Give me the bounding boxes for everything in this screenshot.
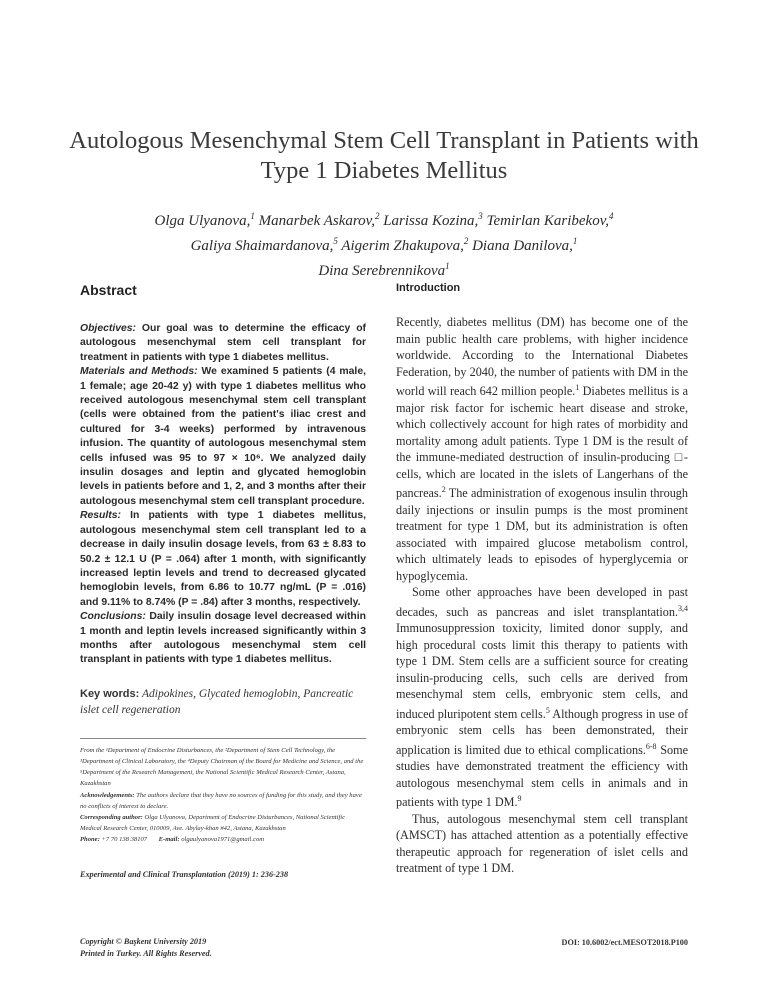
intro-paragraph: Thus, autologous mesenchymal stem cell transplant (AMSCT) has attached attention as a potentially effective therapeutic approach for regeneration of islet cells and treatment of type 1 DM. bbox=[396, 811, 688, 876]
abstract-methods: Materials and Methods: We examined 5 patients (4 male, 1 female; age 20-42 y) with type 1 diabetes mellitus who received autologous mesenchymal stem cell transplant (cells were obtained from the patient's iliac crest and cultured for 3-4 weeks) performed by intravenous infusion. The quantity of autologous mesenchymal stem cells infused was 95 to 97 × 10⁶. We analyzed daily insulin dosages and leptin and glycated hemoglobin levels in patients before and 1, 2, and 3 months after their autologous mesenchymal stem cell transplant procedure. bbox=[80, 366, 366, 507]
journal-reference: Experimental and Clinical Transplantation (2019) 1: 236-238 bbox=[80, 870, 289, 879]
acknowledgements: Acknowledgements: The authors declare that they have no sources of funding for this study, and they have no conflicts of interest to declare. bbox=[80, 791, 362, 810]
contact-info: Phone: +7 70 138 38107 E-mail: olgaulyanova1971@gmail.com bbox=[80, 836, 265, 844]
paper-title: Autologous Mesenchymal Stem Cell Transplant in Patients with Type 1 Diabetes Mellitus bbox=[69, 127, 699, 184]
intro-paragraph: Recently, diabetes mellitus (DM) has become one of the main public health care problems, with higher incidence worldwide. According to the International Diabetes Federation, by 2040, the number of patients with DM in the world will reach 642 million people.$^1$ Diabetes mellitus is a major risk factor for ischemic heart disease and stroke, which collectively account for high rates of morbidity and mortality among adult patients. Type 1 DM is the result of the immune-mediated destruction of insulin-producing □-cells, which are located in the islets of Langerhans of the pancreas.$^2$ The administration of exogenous insulin through daily injections or insulin pumps is the most prominent treatment for type 1 DM, but its administration is often associated with impaired glucose metabolism control, which ultimately leads to episodes of hyperglycemia or hypoglycemia. bbox=[396, 315, 688, 583]
abstract-objectives: Objectives: Our goal was to determine the efficacy of autologous mesenchymal stem cell transplant for treatment in patients with type 1 diabetes mellitus. bbox=[80, 323, 366, 363]
right-column bbox=[396, 282, 688, 877]
author: Diana Danilova,$^1$ bbox=[472, 236, 578, 254]
author: Olga Ulyanova,$^1$ bbox=[154, 211, 255, 229]
author: Galiya Shaimardanova,$^5$ bbox=[190, 236, 338, 254]
author: Manarbek Askarov,$^2$ bbox=[258, 211, 380, 229]
author-list bbox=[80, 206, 688, 281]
introduction-body bbox=[396, 314, 688, 877]
affiliations bbox=[80, 745, 366, 846]
introduction-heading: Introduction bbox=[396, 282, 461, 294]
abstract-results: Results: In patients with type 1 diabetes mellitus, autologous mesenchymal stem cell transplant led to a decrease in daily insulin dosage levels, from 63 ± 8.83 to 50.2 ± 12.1 U (P = .064) after 1 month, with significantly increased leptin levels and trend to decreased glycated hemoglobin levels, from 6.86 to 10.77 ng/mL (P = .016) and 9.11% to 8.74% (P = .84) after 3 months, respectively. bbox=[80, 510, 367, 608]
corresponding-author: Corresponding author: Olga Ulyanova, Department of Endocrine Disturbances, National Scientific Medical Research Center, 010009, Ave. Abylay-khan #42, Astana, Kazakhstan bbox=[80, 813, 346, 833]
author: Larissa Kozina,$^3$ bbox=[383, 211, 483, 229]
copyright: Copyright © Başkent University 2019 Printed in Turkey. All Rights Reserved. bbox=[80, 937, 212, 958]
abstract-body bbox=[80, 322, 366, 668]
affiliation-divider bbox=[80, 738, 366, 739]
keywords: Key words: Adipokines, Glycated hemoglobin, Pancreatic islet cell regeneration bbox=[80, 687, 354, 716]
author: Aigerim Zhakupova,$^2$ bbox=[341, 236, 469, 254]
author: Temirlan Karibekov,$^4$ bbox=[486, 211, 614, 229]
intro-paragraph: Some other approaches have been developed in past decades, such as pancreas and islet transplantation.$^{3,4}$ Immunosuppression toxicity, limited donor supply, and high procedural costs limit this therapy to patients with type 1 DM. Stem cells are a sufficient source for creating insulin-producing cells, such cells are derived from mesenchymal stem cells, embryonic stem cells, and induced pluripotent stem cells.$^5$ Although progress in use of embryonic stem cells has been demonstrated, their application is limited due to ethical complications.$^{6-8}$ Some studies have demonstrated treatment the efficiency with autologous mesenchymal stem cells in animals and in patients with type 1 DM.$^9$ bbox=[396, 585, 689, 810]
doi: DOI: 10.6002/ect.MESOT2018.P100 bbox=[561, 938, 688, 947]
author: Dina Serebrennikova$^1$ bbox=[318, 261, 450, 279]
abstract-heading: Abstract bbox=[80, 282, 137, 298]
abstract-conclusions: Conclusions: Daily insulin dosage level decreased within 1 month and leptin levels increased significantly within 3 months after autologous mesenchymal stem cell transplant in patients with type 1 diabetes mellitus. bbox=[80, 611, 366, 666]
affiliation-from: From the ¹Department of Endocrine Disturbances, the ²Department of Stem Cell Technology, the ³Department of Clinical Laboratory, the ⁴Deputy Chairman of the Board for Medicine and Science, and the ⁵Department of the Research Management, the National Scientific Medical Research Center, Astana, Kazakhstan bbox=[80, 746, 364, 788]
left-column bbox=[80, 282, 366, 846]
